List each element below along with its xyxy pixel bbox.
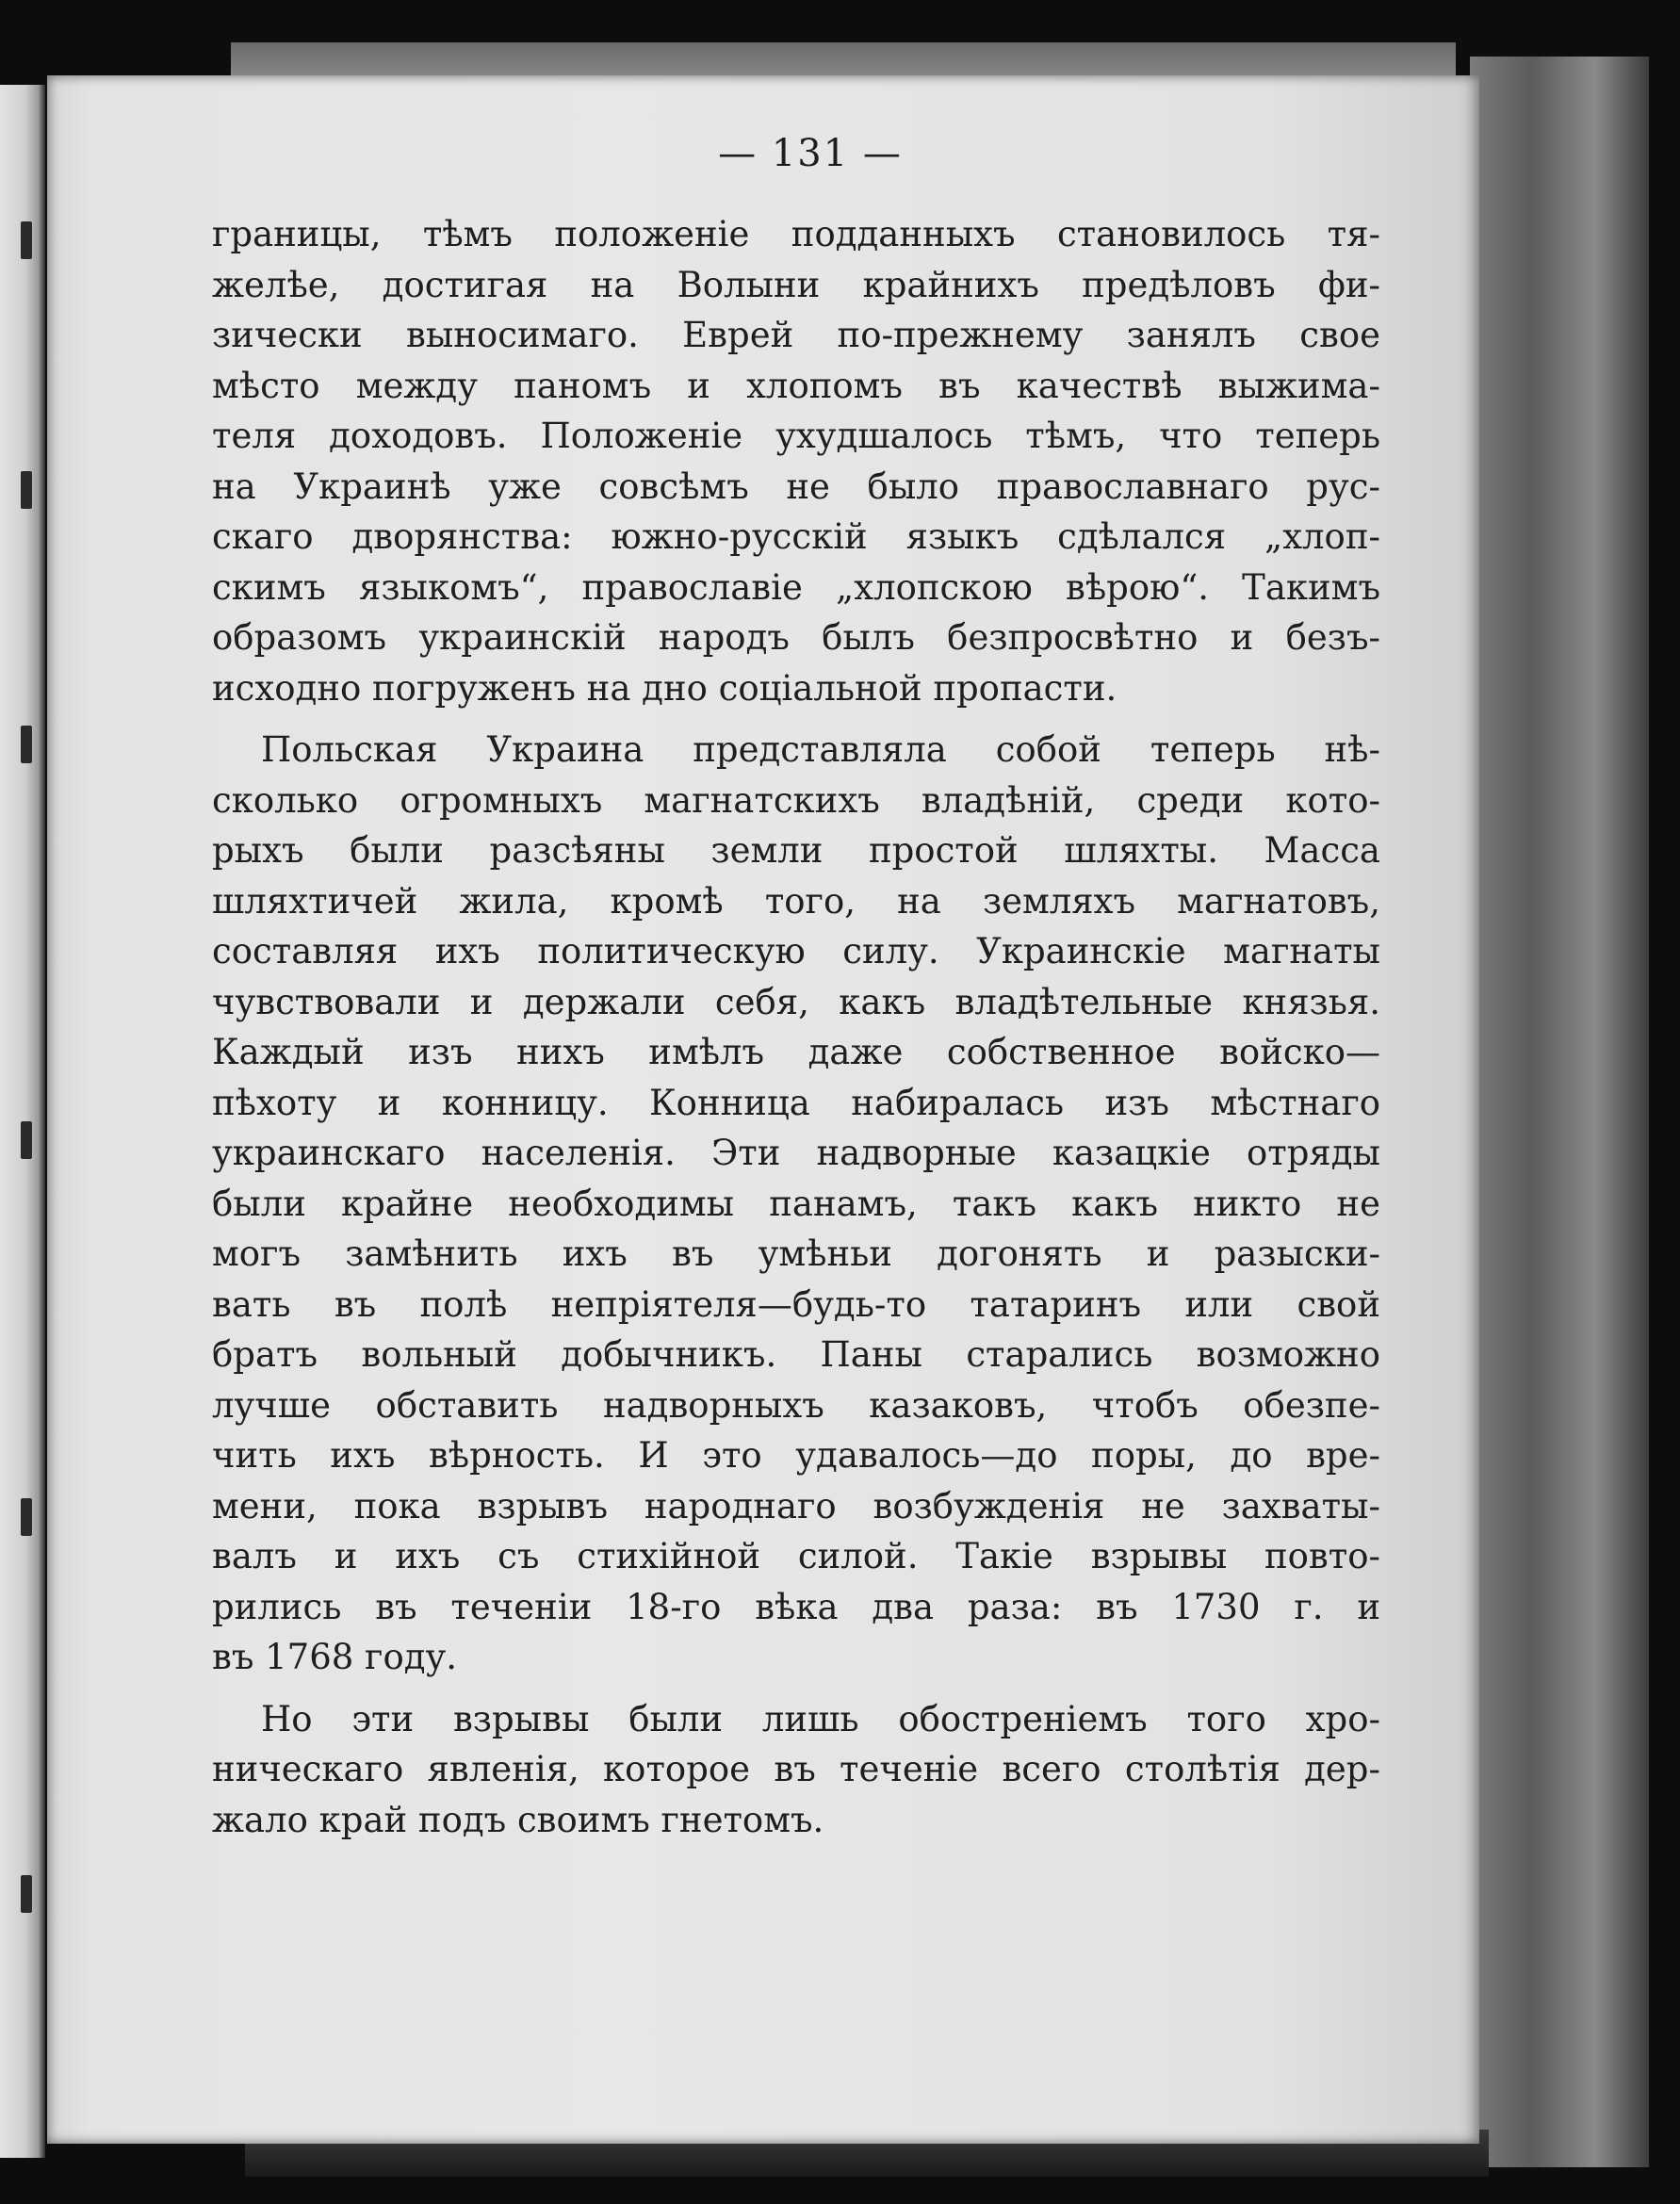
previous-page-edge: [0, 85, 45, 2158]
text-line: образомъ украинскій народъ былъ безпросвѣтно и безъ-: [212, 617, 1380, 658]
text-line: чувствовали и держали себя, какъ владѣтельные князья.: [212, 981, 1380, 1022]
text-line: рыхъ были разсѣяны земли простой шляхты. Масса: [212, 830, 1380, 871]
text-line: Каждый изъ нихъ имѣлъ даже собственное войско—: [212, 1032, 1380, 1072]
text-line: жало край подъ своимъ гнетомъ.: [212, 1799, 824, 1840]
text-line: мени, пока взрывъ народнаго возбужденія не захваты-: [212, 1485, 1380, 1526]
text-line: вать въ полѣ непріятеля—будь-то татаринъ или свой: [212, 1283, 1380, 1325]
binding-stitch: [21, 1875, 32, 1913]
page-number: — 131 —: [718, 132, 903, 175]
text-line: исходно погруженъ на дно соціальной пропасти.: [212, 667, 1117, 709]
text-line: желѣе, достигая на Волыни крайнихъ предѣловъ фи-: [212, 264, 1380, 305]
text-line: валъ и ихъ съ стихійной силой. Такіе взрывы повто-: [212, 1536, 1380, 1576]
text-line: чить ихъ вѣрность. И это удавалось—до поры, до вре-: [212, 1435, 1380, 1476]
text-line: братъ вольный добычникъ. Паны старались возможно: [212, 1334, 1380, 1375]
text-line: Но эти взрывы были лишь обостреніемъ того хро-: [261, 1698, 1380, 1739]
text-line: скимъ языкомъ“, православіе „хлопскою вѣрою“. Такимъ: [212, 566, 1380, 608]
text-line: шляхтичей жила, кромѣ того, на земляхъ магнатовъ,: [212, 880, 1380, 922]
text-line: теля доходовъ. Положеніе ухудшалось тѣмъ, что теперь: [212, 416, 1380, 456]
text-line: Польская Украина представляла собой теперь нѣ-: [261, 729, 1380, 770]
text-line: были крайне необходимы панамъ, такъ какъ никто не: [212, 1183, 1380, 1224]
text-line: украинскаго населенія. Эти надворные казацкіе отряды: [212, 1133, 1380, 1173]
text-line: въ 1768 году.: [212, 1637, 458, 1677]
text-line: границы, тѣмъ положеніе подданныхъ становилось тя-: [212, 214, 1380, 254]
binding-stitch: [21, 221, 32, 259]
text-line: зически выносимаго. Еврей по-прежнему занялъ свое: [212, 315, 1380, 355]
page-body: [212, 209, 1380, 1845]
text-line: составляя ихъ политическую силу. Украинскіе магнаты: [212, 931, 1380, 971]
binding-stitch: [21, 726, 32, 763]
binding-stitch: [21, 1121, 32, 1159]
binding-stitch: [21, 471, 32, 509]
text-line: рились въ теченіи 18-го вѣка два раза: въ 1730 г. и: [212, 1586, 1380, 1627]
binding-stitch: [21, 1498, 32, 1536]
text-line: сколько огромныхъ магнатскихъ владѣній, среди кото-: [212, 779, 1380, 821]
text-line: могъ замѣнить ихъ въ умѣньи догонять и разыски-: [212, 1233, 1380, 1274]
text-line: ническаго явленія, которое въ теченіе всего столѣтія дер-: [212, 1749, 1380, 1789]
text-line: на Украинѣ уже совсѣмъ не было православнаго рус-: [212, 465, 1380, 507]
page-stack-right-edge: [1470, 57, 1649, 2167]
text-line: пѣхоту и конницу. Конница набиралась изъ мѣстнаго: [212, 1082, 1380, 1123]
text-line: скаго дворянства: южно-русскій языкъ сдѣлался „хлоп-: [212, 516, 1380, 557]
text-line: лучше обставить надворныхъ казаковъ, чтобъ обезпе-: [212, 1384, 1380, 1426]
text-line: мѣсто между паномъ и хлопомъ въ качествѣ выжима-: [212, 365, 1380, 406]
